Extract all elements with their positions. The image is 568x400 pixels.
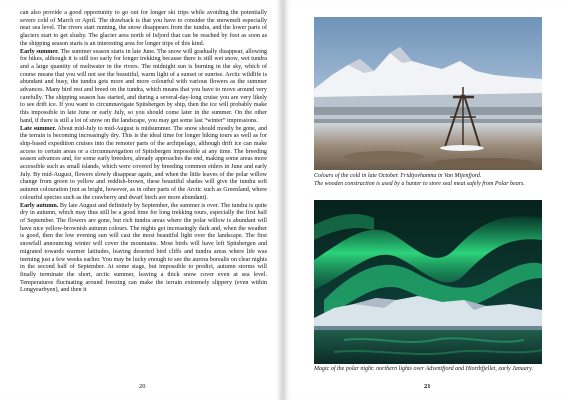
caption-northern-lights: Magic of the polar night: northern lights over Adventfjord and Hiorthfjellet, early January. [314, 366, 533, 372]
paragraph-intro: can also provide a good opportunity to go out for longer ski trips while avoiding the potentially severe cold of March or April. The drawback is that you have to consider the snowmelt especially near sea level. The rivers start running, the snow disappears from the tundra, and the lower parts of glaciers start to get slushy. The glacier area north of Isfjord that can be reached by foot as soon as the shipping season starts is an interesting area for longer trips of this kind. [20, 10, 267, 47]
caption-fridtjovhamna [314, 173, 546, 188]
left-page [0, 0, 281, 400]
paragraph-early-summer: Early summer. The summer season starts in late June. The snow will gradually disappear, allowing for hikes, although it is still too early for longer trekking because there is still wet snow, wet tundra and a large quantity of meltwater in the rivers. The midnight sun is burning in the sky, which of course means that you will not see the beautiful, warm light of a sunset or sunrise. Arctic wildlife is abundant and busy, the tundra gets more and more colourful with various flowers as the summer advances. Many bird rest and breed on the tundra, which means that you have to move around very carefully. The shipping season has started, and during a several-day-long cruise you are very likely to see drift ice. If you want to circumnavigate Spitsbergen by ship, then the ice will probably make this impossible in late June or early July, so you should come later in the summer. On the other hand, if there is still a lot of snow on the landscape, you may get some last “winter” impressions. [20, 48, 267, 124]
page-number-left: 20 [139, 383, 146, 390]
photo-fridtjovhamna [314, 17, 542, 170]
paragraph-late-summer: Late summer. About mid-July to mid-August is midsummer. The snow should mostly be gone, and the terrain is becoming increasingly dry. This is the ideal time for longer hiking tours as well as for ship-based expedition cruises into the remoter parts of the archipelago, although drift ice can make access to certain areas or a circumnavigation of Spitsbergen impossible at any time. The breeding season advances and, for some early breeders, already approaches the end, making some areas more accessible such as small islands, which were covered by breeding common eiders in June and early July. By mid-August, flowers slowly disappear again, and when the little leaves of the polar willow change from green to yellow and reddish-brown, these beautiful shades will give the tundra soft autumn colouration (not as bright, however, as in other parts of the Arctic such as Greenland, where colourful species such as the crawberry and dwarf birch are more abundant). [20, 125, 267, 201]
section-heading-early-autumn: Early autumn. [20, 202, 59, 209]
paragraph-early-autumn: Early autumn. By late August and definitely by September, the summer is over. The tundra is quite dry in autumn, which may thus still be a good time for long trekking tours, especially the first half of September. The flowers are gone, but rich tundra areas where the polar willow is abundant will have nice yellow-brownish autumn colours. The nights get increasingly dark and, when the weather is good, then the low evening sun will cast the most beautiful light over the landscape. The first snowfall announcing winter will cover the mountains. Most birds will have left Spitsbergen and migrated towards warmer latitudes, leaving deserted bird cliffs and tundra areas where life was teeming just a few weeks earlier. You may be lucky enough to see the aurora borealis on clear nights in the second half of September. At some stage, but impossible to predict, autumn storms will finally terminate the short, arctic summer, leaving a thick snow cover even at sea level. Temperatures fluctuating around freezing can make the terrain extremely slippery (even within Longyearbyen), and then it [20, 202, 267, 294]
caption-fridtjovhamna-line1: Colours of the cold in late October. Fridtjovhamna in Van Mijenfjord. [314, 173, 482, 179]
section-heading-early-summer: Early summer. [20, 48, 59, 55]
body-text [20, 10, 267, 295]
photo-fridtjovhamna-image [314, 17, 542, 170]
page-number-right: 21 [424, 383, 431, 390]
caption-fridtjovhamna-line2: The wooden construction is used by a hunter to store seal meat safely from Polar bears. [314, 180, 525, 187]
section-heading-late-summer: Late summer. [20, 125, 57, 132]
photo-northern-lights [314, 200, 542, 364]
photo-northern-lights-image [314, 200, 542, 364]
right-page [285, 0, 568, 400]
